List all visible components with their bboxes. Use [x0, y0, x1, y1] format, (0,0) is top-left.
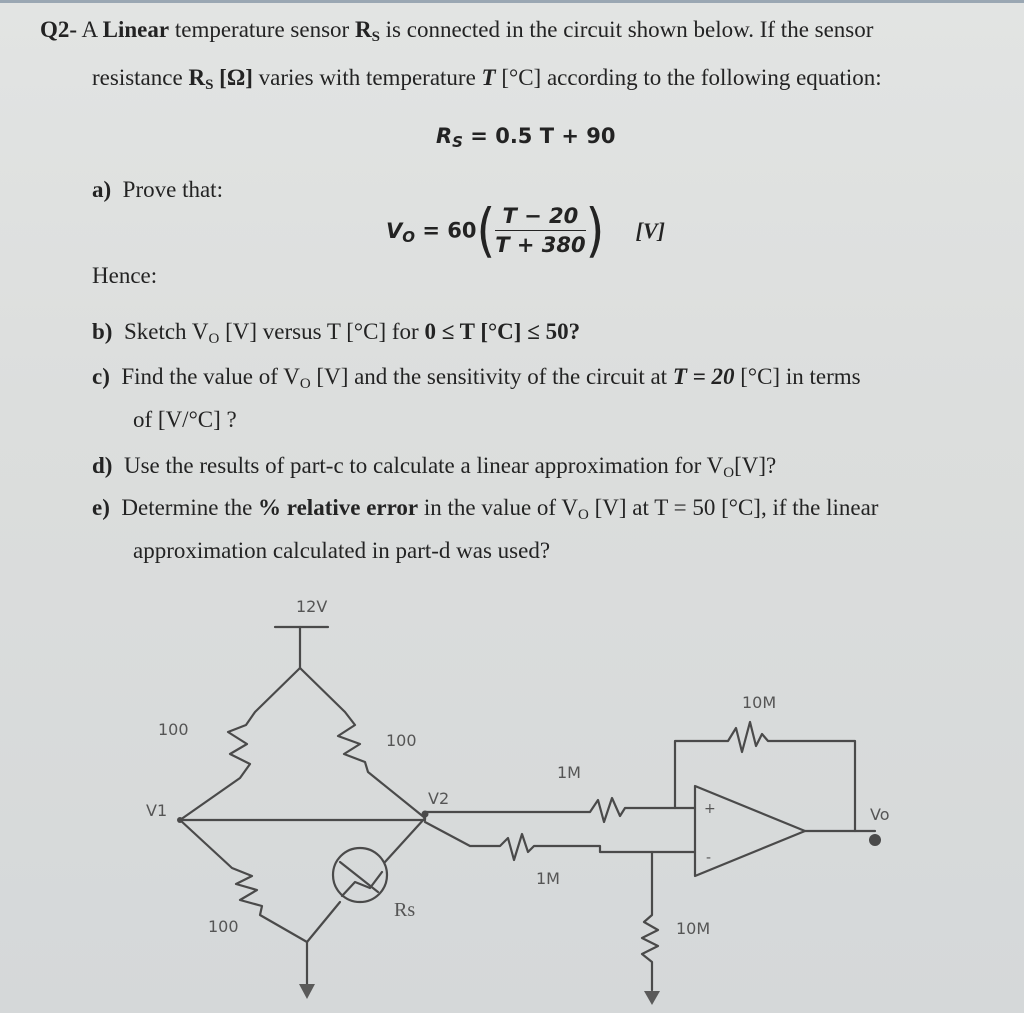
part-c-line-2: of [V/°C] ?	[133, 407, 237, 432]
question-line-2	[92, 64, 882, 92]
top-border	[0, 0, 1024, 3]
equation-rs: $R_S = 0.5$ T + 90	[436, 124, 616, 151]
opamp	[695, 786, 805, 876]
hence-text: Hence:	[92, 263, 158, 288]
part-a	[92, 176, 223, 204]
part-d-label: d)	[92, 453, 113, 478]
opamp-minus: -	[706, 850, 712, 866]
vo-terminal	[869, 834, 881, 846]
circuit-diagram	[0, 580, 1024, 1013]
intro-text-3: is connected in the circuit shown below. If the sensor	[385, 17, 874, 42]
sensor-wire-bottom	[307, 902, 340, 942]
label-v2: V2	[428, 789, 450, 808]
part-c-condition: T = 20	[672, 364, 735, 389]
label-1m-bottom: 1M	[536, 869, 560, 888]
equation-vo-denominator: T + 380	[495, 233, 586, 257]
equation-rs-rhs: = 0.5 T + 90	[470, 124, 616, 148]
intro-text-1: A	[81, 17, 97, 42]
part-e-line-2: approximation calculated in part-d was used?	[133, 538, 551, 563]
part-d: d) Use the results of part-c to calculate a linear approximation for $V_O[V]$?	[92, 453, 777, 481]
part-e: e) Determine the % relative error in the value of $V_O$ [V] at T = 50 [°C], if the linear	[92, 495, 879, 523]
equation-vo-unit: [V]	[635, 217, 665, 243]
ground-bridge-icon	[299, 984, 315, 999]
question-number: Q2-	[40, 17, 78, 42]
part-c-label: c)	[92, 364, 110, 389]
label-100-top-left: 100	[158, 720, 189, 739]
ground-10m-icon	[644, 991, 660, 1005]
relative-error-term: % relative error	[258, 495, 419, 520]
question-line-1	[40, 16, 873, 44]
label-vo: Vo	[870, 805, 890, 824]
line2-text-2: varies with temperature	[258, 65, 476, 90]
sensor-rs-line	[340, 862, 378, 892]
part-e-label: e)	[92, 495, 110, 520]
part-c: c) Find the value of $V_O$ [V] and the sensitivity of the circuit at T = 20 [°C] in terms	[92, 364, 861, 392]
resistor-bottom-left	[180, 820, 307, 942]
sensor-symbol-2: $R_S$	[188, 65, 214, 93]
sensor-symbol: $R_S$	[354, 17, 380, 45]
label-12v: 12V	[296, 597, 328, 616]
label-10m-feedback: 10M	[742, 693, 777, 712]
part-b: b) Sketch $V_O$ [V] versus T [°C] for 0 ≤ T [°C] ≤ 50?	[92, 319, 581, 347]
resistor-1m-top	[425, 798, 695, 822]
equation-vo-coef: = 60	[422, 218, 477, 243]
line2-text-3: [°C] according to the following equation:	[501, 65, 882, 90]
node-v1	[177, 817, 183, 823]
part-b-range: 0 ≤ T [°C] ≤ 50?	[424, 319, 581, 344]
label-10m-ground: 10M	[676, 919, 711, 938]
sensor-rs-wave	[342, 872, 382, 896]
ohm-unit: [Ω]	[219, 65, 253, 90]
equation-vo-numerator: T − 20	[495, 202, 585, 231]
intro-text-2: temperature sensor	[174, 17, 350, 42]
equation-vo: $V_O = 60$( $\frac{T - 20}{T + 380}$ ) [V]	[386, 196, 665, 265]
temperature-var: T	[481, 65, 496, 90]
resistor-ground	[642, 852, 658, 990]
part-b-label: b)	[92, 319, 113, 344]
label-1m-top: 1M	[557, 763, 581, 782]
resistor-top-left	[180, 668, 300, 820]
part-a-label: a)	[92, 177, 112, 202]
label-v1: V1	[146, 801, 168, 820]
opamp-plus: +	[704, 801, 716, 817]
resistor-1m-bottom	[425, 822, 695, 860]
bold-term: Linear	[102, 17, 170, 42]
line2-text-1: resistance	[92, 65, 183, 90]
part-a-text: Prove that:	[122, 177, 223, 202]
label-rs: Rs	[394, 899, 416, 921]
sensor-wire-top	[385, 818, 425, 862]
node-v2	[422, 811, 429, 818]
label-100-top-right: 100	[386, 731, 417, 750]
label-100-bottom-left: 100	[208, 917, 239, 936]
